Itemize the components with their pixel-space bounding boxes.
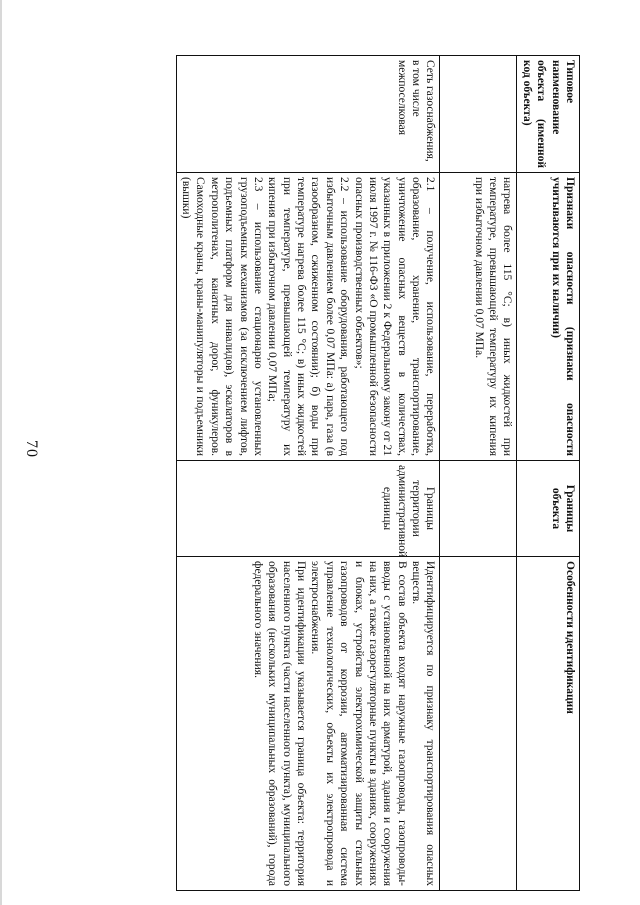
hazard-sign-2-1: 2.1 – получение, использование, переработка, образование, хранение, транспортирование, уничтожение опасных веществ в количествах, указанных в приложении 2 к Федеральному закону от 21 июля 1997 г. № 116-ФЗ «О промышленной безопасности опасных производственных объектов»; [352,177,437,456]
page-number: 70 [23,440,40,458]
cell-hazard-signs: нагрева более 115 °С; в) иных жидкостей при температуре, превышающей температуру их кипения при избыточном давлении 0,07 МПа. [440,173,517,461]
cell-object-boundaries [440,461,517,557]
rotated-table-container [60,55,580,890]
cell-object-boundaries: Границы территории административной единицы [176,461,440,557]
table-row [176,56,440,891]
header-object-boundaries: Границы объекта [517,461,580,557]
hazard-sign-2-2: 2.2 – использование оборудования, работающего под избыточным давлением более 0,07 МПа: а) пара, газа (в газообразном, сжиженном состоянии); б) воды при температуре нагрева более 115 °С; в) иных жидкостей при температуре, превышающей температуру их кипения при избыточном давлении 0,07 МПа; [266,177,351,456]
identification-paragraph: Идентифицируется по признаку транспортирования опасных веществ. [410,561,437,886]
hazard-sign-2-3: 2.3 – использование стационарно установленных грузоподъемных механизмов (за исключением лифтов, подъемных платформ для инвалидов), эскалаторов в метрополитенах, канатных дорог, фуникулеров. Самоходные краны, краны-манипуляторы и подъемники (вышки) [180,177,264,456]
cell-identification-features [176,557,440,891]
header-object-name: Типовое наименование объекта (именной код объекта) [517,56,580,173]
cell-object-name [440,56,517,173]
header-identification-features: Особенности идентификации [517,557,580,891]
cell-object-name: Сеть газоснабжения, в том числе межпоселковая [176,56,440,173]
identification-paragraph: В состав объекта входят наружные газопроводы, газопроводы-вводы с установленной на них арматурой, здания и сооружения на них, а также газорегуляторные пункты в зданиях, сооружениях и блоках, устройства электрохимической защиты стальных газопроводов от коррозии, автоматизированная система управление технологических, объекты их электропровода и электроснабжения. [309,561,408,886]
identification-paragraph: При идентификации указывается граница объекта: территория населенного пункта (части населенного пункта), муниципального образования (нескольких муниципальных образований), города федерального значения. [252,561,308,886]
cell-identification-features [440,557,517,891]
table-header-row [517,56,580,891]
table-row [440,56,517,891]
header-hazard-signs: Признаки опасности (признаки опасности учитываются при их наличии) [517,173,580,461]
cell-hazard-signs [176,173,440,461]
identification-table [176,55,580,891]
